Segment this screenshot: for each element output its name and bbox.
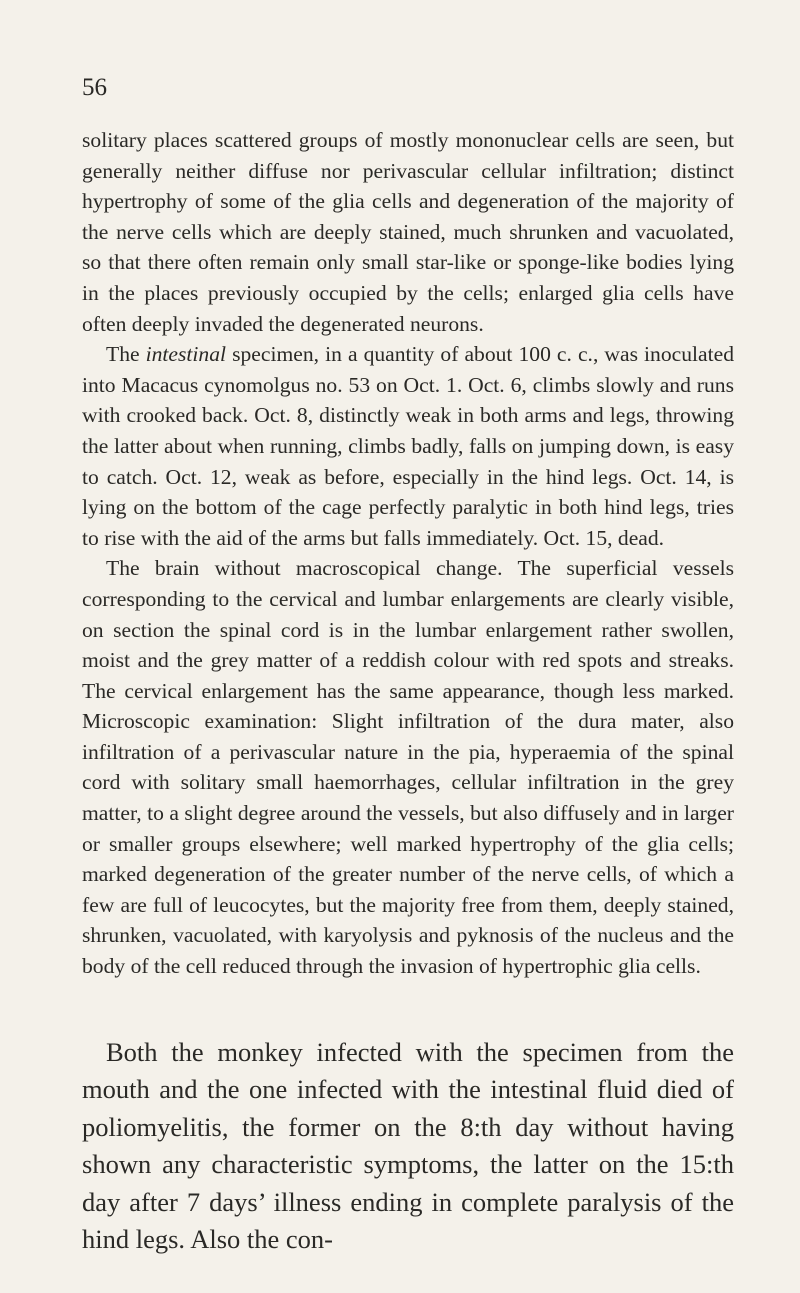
paragraph-text: specimen, in a quantity of about 100 c. c., was inoculated into Macacus cynomolgus no. 53 on Oct. 1. Oct. 6, climbs slowly and runs with crooked back. Oct. 8, distinctly weak in both arms and legs, throwing the latter about when running, climbs badly, falls on jumping down, is easy to catch. Oct. 12, weak as before, especially in the hind legs. Oct. 14, is lying on the bottom of the cage perfectly paralytic in both hind legs, tries to rise with the aid of the arms but falls immediately. Oct. 15, dead. (82, 342, 734, 550)
page-number: 56 (82, 74, 107, 101)
paragraph-text: The brain without macroscopical change. The superficial vessels corresponding to the cervical and lumbar enlargements are clearly visible, on section the spinal cord is in the lumbar enlargement rather swollen, moist and the grey matter of a reddish colour with red spots and streaks. The cervical enlargement has the same appearance, though less marked. Microscopic examination: Slight infiltration of the dura mater, also infiltration of a perivascular nature in the pia, hyperaemia of the spinal cord with solitary small haemorrhages, cellular infiltration in the grey matter, to a slight degree around the vessels, but also diffusely and in larger or smaller groups elsewhere; well marked hypertrophy of the glia cells; marked degeneration of the greater number of the nerve cells, of which a few are full of leucocytes, but the majority free from them, deeply stained, shrunken, vacuolated, with karyolysis and pyknosis of the nucleus and the body of the cell reduced through the invasion of hypertrophic glia cells. (82, 556, 734, 979)
paragraph-2 (82, 339, 734, 553)
paragraph-3 (82, 553, 734, 981)
large-paragraph: Both the monkey infected with the specimen from the mouth and the one infected with the intestinal fluid died of poliomyelitis, the former on the 8:th day without having shown any characteristic symptoms, the latter on the 15:th day after 7 days’ illness ending in complete paralysis of the hind legs. Also the con- (82, 1037, 734, 1255)
paragraph-text: solitary places scattered groups of mostly mononuclear cells are seen, but generally neither diffuse nor perivascular cellular infiltration; distinct hypertrophy of some of the glia cells and degeneration of the majority of the nerve cells which are deeply stained, much shrunken and vacuolated, so that there often remain only small star-like or sponge-like bodies lying in the places previously occupied by the cells; enlarged glia cells have often deeply invaded the degenerated neurons. (82, 128, 734, 336)
paragraph-1 (82, 125, 734, 339)
large-text-block (82, 1034, 734, 1258)
body-text (82, 125, 734, 982)
paragraph-text: The (106, 342, 146, 367)
italic-term: intestinal (145, 342, 227, 367)
